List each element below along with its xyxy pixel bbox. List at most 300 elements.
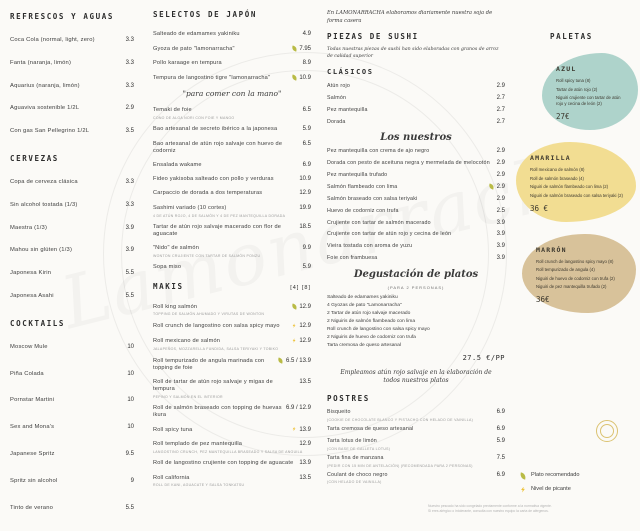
menu-item-main xyxy=(153,205,311,213)
item-price: 2.9 xyxy=(496,160,505,167)
leaf-icon xyxy=(278,358,284,364)
item-name: Foie con frambuesa xyxy=(327,255,378,262)
menu-item-main xyxy=(327,184,505,192)
item-price: 2.9 xyxy=(496,172,505,178)
item-name: Aquarius (naranja, limón) xyxy=(10,82,80,89)
sushi-column xyxy=(327,10,505,488)
menu-item-main xyxy=(10,344,134,352)
item-price: 10 xyxy=(127,343,134,350)
item-price: 3.9 xyxy=(496,219,505,226)
menu-item xyxy=(327,184,505,192)
item-price: 19.9 xyxy=(299,204,311,211)
item-price: 2.9 xyxy=(496,184,505,191)
item-price: 3.9 xyxy=(125,224,134,231)
menu-item-main xyxy=(327,409,505,417)
menu-item-main xyxy=(327,231,505,239)
paleta-amarilla-price: 36 € xyxy=(530,203,549,213)
menu-item-main xyxy=(327,208,505,216)
item-price: 9.9 xyxy=(302,245,311,252)
item-name: Sopa miso xyxy=(153,264,182,271)
item-name: Pollo karaage en tempura xyxy=(153,60,222,67)
legend-recommended xyxy=(520,472,580,478)
menu-item-main xyxy=(153,224,311,239)
item-note: (CON BASE DE GALLETA LOTUS) xyxy=(327,446,391,451)
item-note: (CON HELADO DE VAINILLA) xyxy=(327,480,382,485)
menu-item xyxy=(10,60,134,68)
menu-item-main xyxy=(153,323,311,331)
item-name: Gyoza de pato "lamonarracha" xyxy=(153,45,235,52)
list-item: Roll de salmón braseado (4) xyxy=(530,175,584,181)
menu-item-main xyxy=(153,379,311,394)
item-name: Mahou sin glúten (1/3) xyxy=(10,247,73,254)
item-price: 2.9 xyxy=(496,196,505,203)
selectos-column xyxy=(153,10,311,494)
item-name: Roll de langostino crujiente con topping de aguacate xyxy=(153,460,294,467)
item-price: 5.9 xyxy=(302,264,311,271)
menu-item-main xyxy=(327,243,505,251)
menu-item xyxy=(10,225,134,233)
item-name: Crujiente con tartar de salmón macerado xyxy=(327,219,431,226)
item-note: ROLL DE KANI, AGUACATE Y SALSA TONKATSU xyxy=(153,483,245,488)
item-price: 3.3 xyxy=(125,59,134,66)
cervezas-title: CERVEZAS xyxy=(10,153,59,163)
item-name: Atún rojo xyxy=(327,83,351,90)
item-note: WONTON CRUJIENTE CON TARTAR DE SALMÓN PONZU xyxy=(153,253,261,258)
menu-item-main xyxy=(327,426,505,434)
item-price: 18.5 xyxy=(299,224,311,230)
menu-item-main xyxy=(10,478,134,486)
menu-item xyxy=(10,371,134,379)
item-price: 13.9 xyxy=(299,426,311,433)
degustacion-subtitle: (PARA 2 PERSONAS) xyxy=(387,284,445,290)
list-item: Niguiri de huevo de codorniz con trufa (2) xyxy=(536,275,615,281)
menu-item-main xyxy=(153,60,311,68)
menu-item xyxy=(153,45,311,53)
disclaimer xyxy=(428,504,634,515)
item-name: Bisqueito xyxy=(327,409,351,416)
item-price: 6.5 xyxy=(302,140,311,147)
item-price: 2.9 xyxy=(496,83,505,90)
menu-item xyxy=(153,475,311,488)
menu-item xyxy=(153,176,311,184)
item-price: 2.7 xyxy=(496,106,505,113)
menu-item-main xyxy=(153,31,311,39)
menu-item-main xyxy=(10,397,134,405)
makis-size-columns: [4] [8] xyxy=(290,285,311,292)
item-note: JALAPEÑOS, MOZZARELLA FUNDIDA, SALSA TERIYAKI Y TOBIKO xyxy=(153,347,279,352)
item-price: 2.7 xyxy=(496,118,505,125)
list-item: Roll spicy tuna (8) xyxy=(556,78,591,83)
item-name: Salteado de edamames yakiniku xyxy=(153,31,240,37)
postres-list xyxy=(327,409,505,484)
list-item: Nuestro pescado ha sido congelado previamente conforme a la normativa vigente. xyxy=(428,504,552,508)
item-price: 12.9 xyxy=(299,190,311,197)
item-price: 5.5 xyxy=(125,504,134,511)
menu-item-main xyxy=(327,255,505,263)
item-name: Roll spicy tuna xyxy=(153,426,193,433)
list-item: 2 Niguiris de huevo de codorniz con trufa xyxy=(327,335,416,341)
item-name: Roll crunch de langostino con salsa spicy mayo xyxy=(153,323,280,330)
item-note: (COOKIE DE CHOCOLATE BLANCO Y PISTACHO CON HELADO DE VAINILLA) xyxy=(327,418,474,423)
item-name: Salmón flambeado con lima xyxy=(327,184,398,191)
list-item: Roll tempurizado de angula (4) xyxy=(536,267,595,273)
leaf-icon xyxy=(291,45,297,51)
menu-item xyxy=(153,460,311,468)
item-price: 8.9 xyxy=(302,60,311,67)
menu-item xyxy=(10,105,134,113)
item-price: 12.9 xyxy=(299,323,311,330)
clasicos-list xyxy=(327,83,505,126)
item-name: Dorada con pesto de aceituna negra y mermelada de melocotón xyxy=(327,160,490,167)
item-name: Roll tempurizado de angula marinada con topping de foie xyxy=(153,358,265,372)
item-price: 6.9 / 12.9 xyxy=(285,405,311,412)
menu-item xyxy=(153,107,311,120)
cocktails-title: COCKTAILS xyxy=(10,318,66,328)
item-name: Tarta fina de manzana xyxy=(327,454,384,461)
menu-item xyxy=(153,264,311,272)
item-price: 3.9 xyxy=(496,255,505,262)
selectos-title: SELECTOS DE JAPÓN xyxy=(153,10,257,19)
legend xyxy=(520,472,580,500)
item-price: 6.5 xyxy=(302,107,311,114)
menu-item-main xyxy=(327,83,505,91)
item-name: Japonesa Kirin xyxy=(10,270,52,277)
list-item: Niguiri de salmón braseado con salsa teriyaki (2) xyxy=(530,192,623,198)
item-price: 2.5 xyxy=(496,207,505,214)
atun-claim-note: Empleamos atún rojo salvaje en la elaboración de todos nuestros platos xyxy=(340,368,492,384)
list-item: Niguiri de salmón flambeado con lima (2) xyxy=(530,184,609,190)
nuestros-list xyxy=(327,148,505,262)
paleta-azul-name: AZUL xyxy=(556,65,577,73)
item-price: 12.9 xyxy=(299,338,311,345)
menu-item-main xyxy=(10,270,134,278)
item-price: 13.5 xyxy=(299,474,311,481)
selectos-list xyxy=(153,31,311,272)
paleta-azul-items xyxy=(556,78,628,107)
item-name: Tarta cremosa de queso artesanal xyxy=(327,426,414,433)
menu-item-main xyxy=(153,338,311,346)
menu-item xyxy=(327,455,505,468)
menu-item xyxy=(153,426,311,434)
list-item: Tarta cremosa de queso artesanal xyxy=(327,343,401,349)
menu-item-main xyxy=(153,190,311,198)
menu-item xyxy=(10,451,134,459)
item-name: Tinto de verano xyxy=(10,504,54,511)
item-name: Aguaviva sostenible 1/2L xyxy=(10,105,80,112)
item-name: Con gas San Pellegrino 1/2L xyxy=(10,128,90,135)
item-price: 5.9 xyxy=(302,126,311,133)
menu-item-main xyxy=(10,60,134,68)
list-item: Roll crunch de langostino spicy mayo (8) xyxy=(536,258,614,264)
item-name: Moscow Mule xyxy=(10,343,48,350)
menu-item-main xyxy=(153,264,311,272)
menu-item xyxy=(327,409,505,422)
item-name: Vieira tostada con aroma de yuzu xyxy=(327,243,413,250)
list-item: 4 Gyozas de pato "Lamonarracha" xyxy=(327,302,402,308)
paleta-marron-board xyxy=(522,234,636,314)
menu-item xyxy=(153,303,311,316)
menu-item xyxy=(153,141,311,156)
menu-item xyxy=(153,162,311,170)
item-price: 3.3 xyxy=(125,178,134,185)
item-price: 9 xyxy=(130,477,134,484)
leaf-icon xyxy=(519,472,526,479)
section-degustacion xyxy=(327,269,505,362)
paleta-amarilla-items xyxy=(530,167,626,199)
menu-item xyxy=(153,405,311,420)
item-price: 6.5 / 13.9 xyxy=(285,358,311,365)
item-name: Pez mantequilla xyxy=(327,106,368,113)
menu-item xyxy=(327,472,505,485)
menu-item xyxy=(327,119,505,127)
item-price: 12.9 xyxy=(299,303,311,310)
item-note: CONO DE ALGA NORI CON FOIE Y MANGO xyxy=(153,115,235,120)
item-price: 5.9 xyxy=(496,437,505,444)
leaf-icon xyxy=(291,74,297,80)
menu-item xyxy=(153,338,311,351)
soja-intro-note: En LAMONARRACHA elaboramos diariamente nuestra soja de forma casera xyxy=(327,10,493,24)
item-price: 10 xyxy=(127,424,134,431)
menu-item-main xyxy=(153,441,311,449)
menu-item-main xyxy=(153,107,311,115)
item-name: Fideo yakisoba salteado con pollo y verduras xyxy=(153,176,274,183)
menu-item-main xyxy=(10,37,134,45)
section-postres xyxy=(327,394,505,484)
leaf-icon xyxy=(489,184,495,190)
menu-item-main xyxy=(10,505,134,513)
menu-item xyxy=(153,323,311,331)
menu-item xyxy=(327,426,505,434)
item-price: 10 xyxy=(127,397,134,404)
list-item: Si eres alérgico o intolerante, consulta con nuestro equipo la carta de alérgenos. xyxy=(428,509,549,514)
item-name: Roll king salmón xyxy=(153,303,198,310)
menu-item-main xyxy=(327,455,505,463)
paleta-marron-items xyxy=(536,259,626,291)
section-cervezas xyxy=(10,154,134,301)
makis-header xyxy=(153,282,311,303)
degustacion-list xyxy=(327,294,505,351)
menu-item-main xyxy=(10,451,134,459)
item-note: (PEDIR CON 15 MIN DE ANTELACIÓN) (RECOMENDADA PARA 2 PERSONAS) xyxy=(327,463,473,468)
item-name: Japonesa Asahi xyxy=(10,292,54,299)
item-price: 10.9 xyxy=(299,176,311,183)
item-name: Spritz sin alcohol xyxy=(10,477,58,484)
item-price: 3.3 xyxy=(125,82,134,89)
menu-item xyxy=(327,107,505,115)
menu-item-main xyxy=(327,172,505,180)
refrescos-title: REFRESCOS Y AGUAS xyxy=(10,12,114,21)
leaf-icon xyxy=(291,303,297,309)
item-name: Tarta lotus de limón xyxy=(327,437,377,444)
menu-item-main xyxy=(10,179,134,187)
menu-item-main xyxy=(153,475,311,483)
item-name: Roll california xyxy=(153,474,190,481)
menu-item-main xyxy=(10,225,134,233)
menu-item xyxy=(327,148,505,156)
menu-item-main xyxy=(327,107,505,115)
item-name: Sex and Mona's xyxy=(10,424,55,431)
item-price: 2.7 xyxy=(496,95,505,102)
list-item: 2 Niguiris de salmón flambeado con lima xyxy=(327,319,416,325)
item-name: Pornstar Martini xyxy=(10,397,55,404)
menu-item xyxy=(153,74,311,82)
menu-item-main xyxy=(153,460,311,468)
bolt-icon xyxy=(292,427,297,432)
item-name: Coulant de choco negro xyxy=(327,471,388,478)
item-price: 13.9 xyxy=(299,460,311,467)
item-name: Ensalada wakame xyxy=(153,161,202,168)
script-subheading: "para comer con la mano" xyxy=(182,89,282,99)
menu-item xyxy=(327,172,505,180)
item-price: 3.9 xyxy=(496,243,505,250)
menu-item-main xyxy=(10,247,134,255)
menu-item xyxy=(153,358,311,373)
item-name: Salmón xyxy=(327,95,347,102)
item-price: 12.9 xyxy=(299,440,311,447)
item-name: Piña Colada xyxy=(10,370,44,377)
item-name: Copa de cerveza clásica xyxy=(10,178,78,185)
menu-item-main xyxy=(153,426,311,434)
menu-item-main xyxy=(327,220,505,228)
item-price: 2.9 xyxy=(496,148,505,155)
menu-item-main xyxy=(10,202,134,210)
legend-recommended-label: Plato recomendado xyxy=(531,472,580,478)
menu-item xyxy=(10,37,134,45)
postres-title: POSTRES xyxy=(327,394,370,404)
item-name: Temaki de foie xyxy=(153,107,192,114)
item-name: Huevo de codorniz con trufa xyxy=(327,207,399,214)
item-price: 3.9 xyxy=(496,231,505,238)
menu-item xyxy=(153,190,311,198)
item-name: Carpaccio de dorada a dos temperaturas xyxy=(153,190,263,197)
item-name: Tempura de langostino tigre "lamonarracha" xyxy=(153,74,271,81)
menu-item xyxy=(10,202,134,210)
menu-item-main xyxy=(327,160,505,168)
item-name: Sin alcohol tostada (1/3) xyxy=(10,201,78,208)
menu-item-main xyxy=(327,148,505,156)
menu-item-main xyxy=(327,119,505,127)
item-name: Dorada xyxy=(327,118,346,125)
menu-item-main xyxy=(153,126,311,134)
item-price: 6.9 xyxy=(496,409,505,416)
menu-item-main xyxy=(327,196,505,204)
menu-item xyxy=(327,438,505,451)
item-price: 13.5 xyxy=(299,379,311,386)
menu-item-main xyxy=(327,472,505,480)
item-note: LANGOSTINO CRUNCH, PEZ MANTEQUILLA BRASEADO Y SALSA DE ANGUILA xyxy=(153,449,303,454)
item-price: 7.95 xyxy=(299,45,311,52)
menu-item xyxy=(327,95,505,103)
menu-item xyxy=(10,179,134,187)
item-price: 9.5 xyxy=(125,450,134,457)
menu-item xyxy=(153,205,311,218)
menu-item-main xyxy=(10,293,134,301)
item-name: Crujiente con tartar de atún rojo y cecina de león xyxy=(327,231,452,238)
paleta-marron-price: 36€ xyxy=(536,295,550,305)
menu-item xyxy=(153,441,311,454)
paleta-amarilla-name: AMARILLA xyxy=(530,154,571,163)
menu-item xyxy=(327,255,505,263)
degustacion-price: 27.5 €/PP xyxy=(462,353,505,362)
menu-item xyxy=(327,231,505,239)
item-name: Coca Cola (normal, light, zero) xyxy=(10,37,95,43)
section-makis xyxy=(153,282,311,487)
list-item: Roll mexicano de salmón (8) xyxy=(530,167,585,173)
menu-item xyxy=(153,379,311,399)
menu-item-main xyxy=(153,45,311,53)
menu-item xyxy=(327,83,505,91)
bolt-icon xyxy=(292,323,297,328)
item-note: TOPPING DE SALMÓN AHUMADO Y VIRUTAS DE WONTON xyxy=(153,312,265,317)
menu-item xyxy=(10,505,134,513)
menu-item-main xyxy=(10,371,134,379)
item-price: 3.5 xyxy=(125,128,134,135)
menu-item xyxy=(327,243,505,251)
makis-title: MAKIS xyxy=(153,282,184,292)
cocktails-list xyxy=(10,344,134,513)
menu-item xyxy=(10,397,134,405)
menu-item-main xyxy=(10,424,134,432)
bolt-icon xyxy=(292,338,297,343)
menu-item-main xyxy=(153,405,311,420)
refrescos-list xyxy=(10,37,134,136)
item-note: 4 DE ATÚN ROJO, 4 DE SALMÓN Y 4 DE PEZ MANTEQUILLA DORADA xyxy=(153,213,286,218)
paletas-column xyxy=(516,32,638,325)
item-price: 6.9 xyxy=(302,161,311,168)
menu-item xyxy=(153,126,311,134)
paleta-marron-name: MARRÓN xyxy=(536,245,567,254)
menu-item-main xyxy=(153,303,311,311)
paleta-azul-price: 27€ xyxy=(556,112,570,122)
menu-item xyxy=(327,196,505,204)
sushi-title: PIEZAS DE SUSHI xyxy=(327,32,419,42)
menu-item xyxy=(10,478,134,486)
list-item: Roll crunch de langostino con salsa spicy mayo xyxy=(327,327,430,333)
list-item: Niguiri de pez mantequilla trufado (2) xyxy=(536,284,607,290)
paleta-amarilla-board xyxy=(516,142,636,222)
bolt-icon xyxy=(520,487,526,493)
item-name: Bao artesanal de secreto ibérico a la japonesa xyxy=(153,126,278,133)
item-price: 6.9 xyxy=(496,471,505,478)
item-price: 3.9 xyxy=(125,247,134,254)
paleta-azul-board xyxy=(542,53,638,130)
item-price: 2.9 xyxy=(125,105,134,112)
list-item: 2 Tartar de atún rojo salvaje macerado xyxy=(327,311,411,317)
item-name: Roll de salmón braseado con topping de huevas ikura xyxy=(153,405,282,419)
menu-item xyxy=(10,293,134,301)
makis-list xyxy=(153,303,311,487)
cervezas-list xyxy=(10,179,134,301)
item-price: 6.9 xyxy=(496,426,505,433)
menu-item-main xyxy=(153,141,311,156)
drinks-column xyxy=(10,12,134,531)
item-price: 4.9 xyxy=(302,31,311,37)
brand-stamp-icon xyxy=(596,420,618,442)
paletas-title: PALETAS xyxy=(550,32,593,41)
menu-item xyxy=(153,60,311,68)
menu-item xyxy=(10,247,134,255)
clasicos-title: CLÁSICOS xyxy=(327,68,374,77)
menu-item xyxy=(10,424,134,432)
legend-spicy-label: Nivel de picante xyxy=(531,486,571,492)
item-price: 3.3 xyxy=(125,201,134,208)
menu-item xyxy=(153,31,311,39)
menu-item xyxy=(10,128,134,136)
legend-spicy xyxy=(520,486,580,492)
list-item: Salteado de edamames yakiniku xyxy=(327,294,398,300)
item-name: Salmón braseado con salsa teriyaki xyxy=(327,196,418,203)
item-price: 5.5 xyxy=(125,292,134,299)
